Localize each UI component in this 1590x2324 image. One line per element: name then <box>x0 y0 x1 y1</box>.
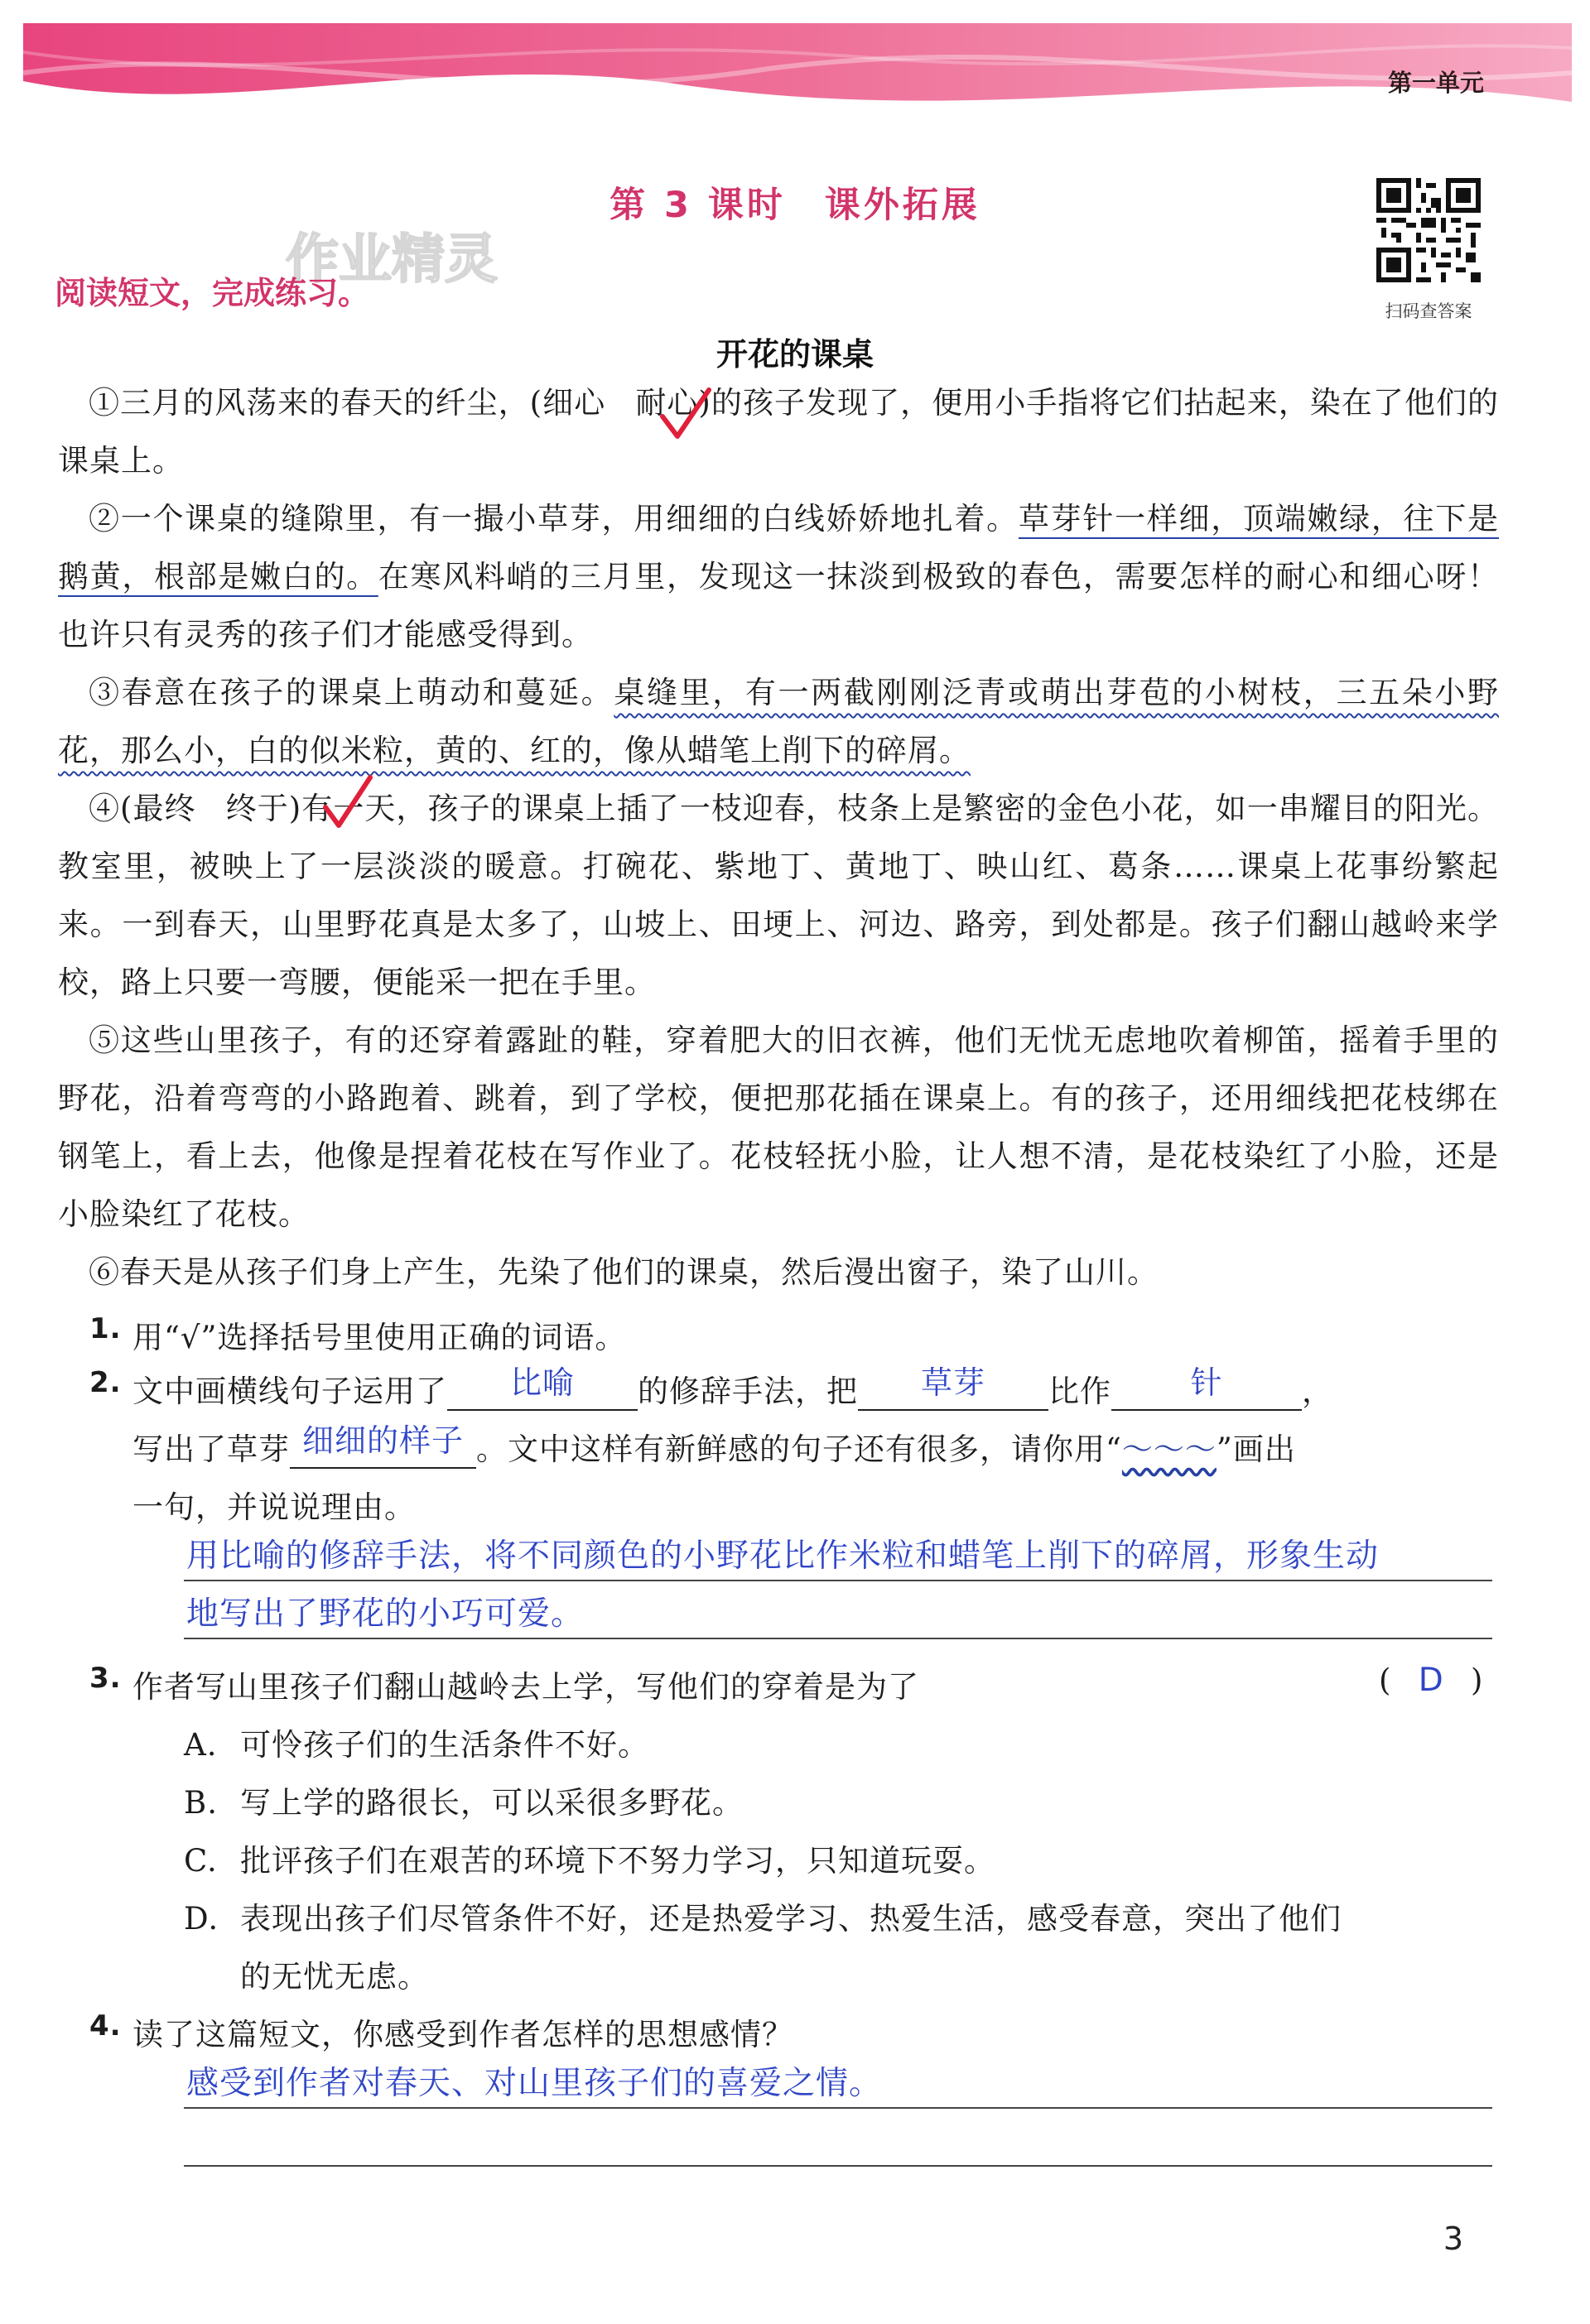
answer-blank[interactable]: 细细的样子 <box>290 1427 476 1469</box>
wavy-line-sample: ～～～ <box>1121 1431 1217 1467</box>
option-d-continuation: 的无忧无虑。 <box>240 1959 429 1994</box>
paragraph-2: ②一个课桌的缝隙里，有一撮小草芽，用细细的白线娇娇地扎着。草芽针一样细，顶端嫩绿，往下是鹅黄，根部是嫩白的。在寒风料峭的三月里，发现这一抹淡到极致的春色，需要怎样的耐心和细心呀！也许只有灵秀的孩子们才能感受得到。 <box>58 501 1500 652</box>
header-banner <box>23 23 1572 131</box>
option-a: A. 可怜孩子们的生活条件不好。 <box>184 1727 649 1763</box>
option-b: B. 写上学的路很长，可以采很多野花。 <box>184 1785 744 1821</box>
answer-handwriting: D <box>1418 1662 1444 1699</box>
qr-code[interactable] <box>1376 178 1481 282</box>
question-2: 2. 文中画横线句子运用了 比喻 的修辞手法，把 草芽 比作 针 ， <box>89 1364 1333 1409</box>
lesson-title: 第 3 课时 课外拓展 <box>610 185 980 226</box>
option-c: C. 批评孩子们在艰苦的环境下不努力学习，只知道玩耍。 <box>184 1843 995 1879</box>
page-number: 3 <box>1443 2221 1463 2257</box>
answer-line <box>184 2165 1492 2167</box>
answer-line <box>184 2107 1492 2109</box>
answer-blank[interactable]: 比喻 <box>447 1369 638 1411</box>
answer-handwriting: 用比喻的修辞手法，将不同颜色的小野花比作米粒和蜡笔上削下的碎屑，形象生动 <box>186 1537 1380 1575</box>
choice-word-3: 最终 <box>132 791 196 826</box>
paragraph-4: ④(最终 终于)有一天，孩子的课桌上插了一枝迎春，枝条上是繁密的金色小花，如一串耀目的阳光。教室里，被映上了一层淡淡的暖意。打碗花、紫地丁、黄地丁、映山红、葛条……课桌上花事纷繁起来。一到春天，山里野花真是太多了，山坡上、田埂上、河边、路旁，到处都是。孩子们翻山越岭来学校，路上只要一弯腰，便能采一把在手里。 <box>58 791 1500 1000</box>
question-2-line-3: 一句，并说说理由。 <box>132 1489 416 1525</box>
wavy-underlined-sentence: 桌缝里，有一两截刚刚泛青或萌出芽苞的小树枝，三五朵小野花，那么小，白的似米粒，黄的、红的，像从蜡笔上削下的碎屑。 <box>58 675 1500 768</box>
checkmark-icon <box>656 385 714 443</box>
paragraph-1: ①三月的风荡来的春天的纤尘，(细心 耐心)的孩子发现了，便用小手指将它们拈起来，染在了他们的课桌上。 <box>58 385 1500 479</box>
underlined-sentence: 草芽针一样细，顶端嫩绿，往下是鹅黄，根部是嫩白的。 <box>58 501 1499 594</box>
question-3-answer-box[interactable]: ( D ) <box>1379 1662 1484 1699</box>
paragraph-3: ③春意在孩子的课桌上萌动和蔓延。桌缝里，有一两截刚刚泛青或萌出芽苞的小树枝，三五朵小野花，那么小，白的似米粒，黄的、红的，像从蜡笔上削下的碎屑。 <box>58 675 1500 768</box>
choice-word-2: 耐心 <box>635 385 699 421</box>
watermark: 作业精灵 <box>286 229 498 291</box>
qr-caption: 扫码查答案 <box>1385 301 1472 321</box>
answer-handwriting: 地写出了野花的小巧可爱。 <box>186 1595 585 1633</box>
choice-word-4: 终于 <box>225 791 289 826</box>
option-d: D. 表现出孩子们尽管条件不好，还是热爱学习、热爱生活，感受春意，突出了他们 <box>184 1901 1342 1937</box>
paragraph-5: ⑤这些山里孩子，有的还穿着露趾的鞋，穿着肥大的旧衣裤，他们无忧无虑地吹着柳笛，摇着手里的野花，沿着弯弯的小路跑着、跳着，到了学校，便把那花插在课桌上。有的孩子，还用细线把花枝绑在钢笔上，看上去，他像是捏着花枝在写作业了。花枝轻抚小脸，让人想不清，是花枝染红了小脸，还是小脸染红了花枝。 <box>58 1022 1499 1232</box>
answer-handwriting: 感受到作者对春天、对山里孩子们的喜爱之情。 <box>186 2065 883 2102</box>
answer-line <box>184 1580 1492 1581</box>
choice-word-1: 细心 <box>542 385 606 421</box>
passage-title: 开花的课桌 <box>716 336 874 373</box>
paragraph-6: ⑥春天是从孩子们身上产生，先染了他们的课桌，然后漫出窗子，染了山川。 <box>89 1254 1159 1290</box>
question-3: 3. 作者写山里孩子们翻山越岭去上学，写他们的穿着是为了 <box>89 1662 919 1705</box>
answer-blank[interactable]: 草芽 <box>858 1369 1048 1411</box>
question-2-line-2: 写出了草芽 细细的样子 。文中这样有新鲜感的句子还有很多，请你用“～～～”画出 <box>132 1422 1296 1467</box>
unit-label: 第一单元 <box>1387 69 1484 97</box>
instruction: 阅读短文，完成练习。 <box>55 275 370 311</box>
question-1: 1. 用“√”选择括号里使用正确的词语。 <box>89 1312 627 1355</box>
answer-blank[interactable]: 针 <box>1111 1369 1302 1411</box>
question-4: 4. 读了这篇短文，你感受到作者怎样的思想感情？ <box>89 2009 793 2052</box>
checkmark-icon <box>319 774 377 832</box>
answer-line <box>184 1638 1492 1639</box>
passage <box>58 374 1499 1302</box>
